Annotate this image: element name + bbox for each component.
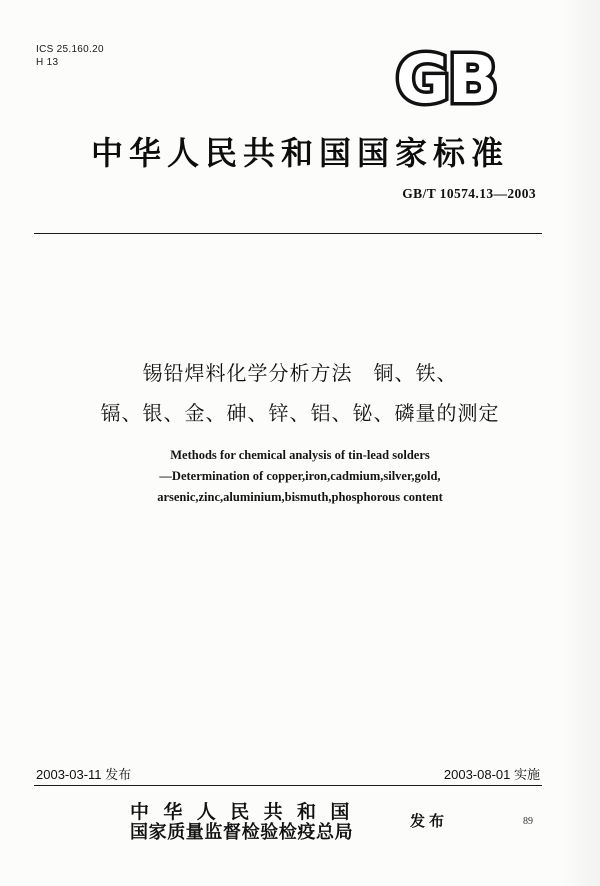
english-title-line-2: —Determination of copper,iron,cadmium,silver,gold, bbox=[159, 469, 441, 483]
implementation-date: 2003-08-01 实施 bbox=[443, 767, 540, 782]
gb-logo bbox=[384, 46, 508, 110]
page-number: 89 bbox=[523, 816, 533, 827]
ccs-code: H 13 bbox=[36, 57, 59, 68]
standard-title: 中华人民共和国国家标准 bbox=[90, 134, 509, 172]
english-title-line-3: arsenic,zinc,aluminium,bismuth,phosphorous content bbox=[157, 490, 443, 504]
issue-label: 发布 bbox=[410, 812, 449, 830]
gb-logo-letters: GB bbox=[395, 46, 497, 110]
top-divider bbox=[34, 233, 542, 234]
chinese-title-line-1: 锡铅焊料化学分析方法 铜、铁、 bbox=[142, 361, 458, 385]
ics-code: ICS 25.160.20 bbox=[36, 44, 104, 55]
chinese-title-line-2: 镉、银、金、砷、锌、铝、铋、磷量的测定 bbox=[100, 401, 500, 425]
issue-date: 2003-03-11 发布 bbox=[36, 767, 132, 782]
bottom-divider bbox=[34, 785, 542, 786]
english-title-line-1: Methods for chemical analysis of tin-lead solders bbox=[170, 448, 430, 462]
standard-number: GB/T 10574.13—2003 bbox=[402, 186, 536, 201]
issuer-line-1: 中华人民共和国 bbox=[130, 801, 364, 823]
issuer-line-2: 国家质量监督检验检疫总局 bbox=[130, 822, 354, 843]
